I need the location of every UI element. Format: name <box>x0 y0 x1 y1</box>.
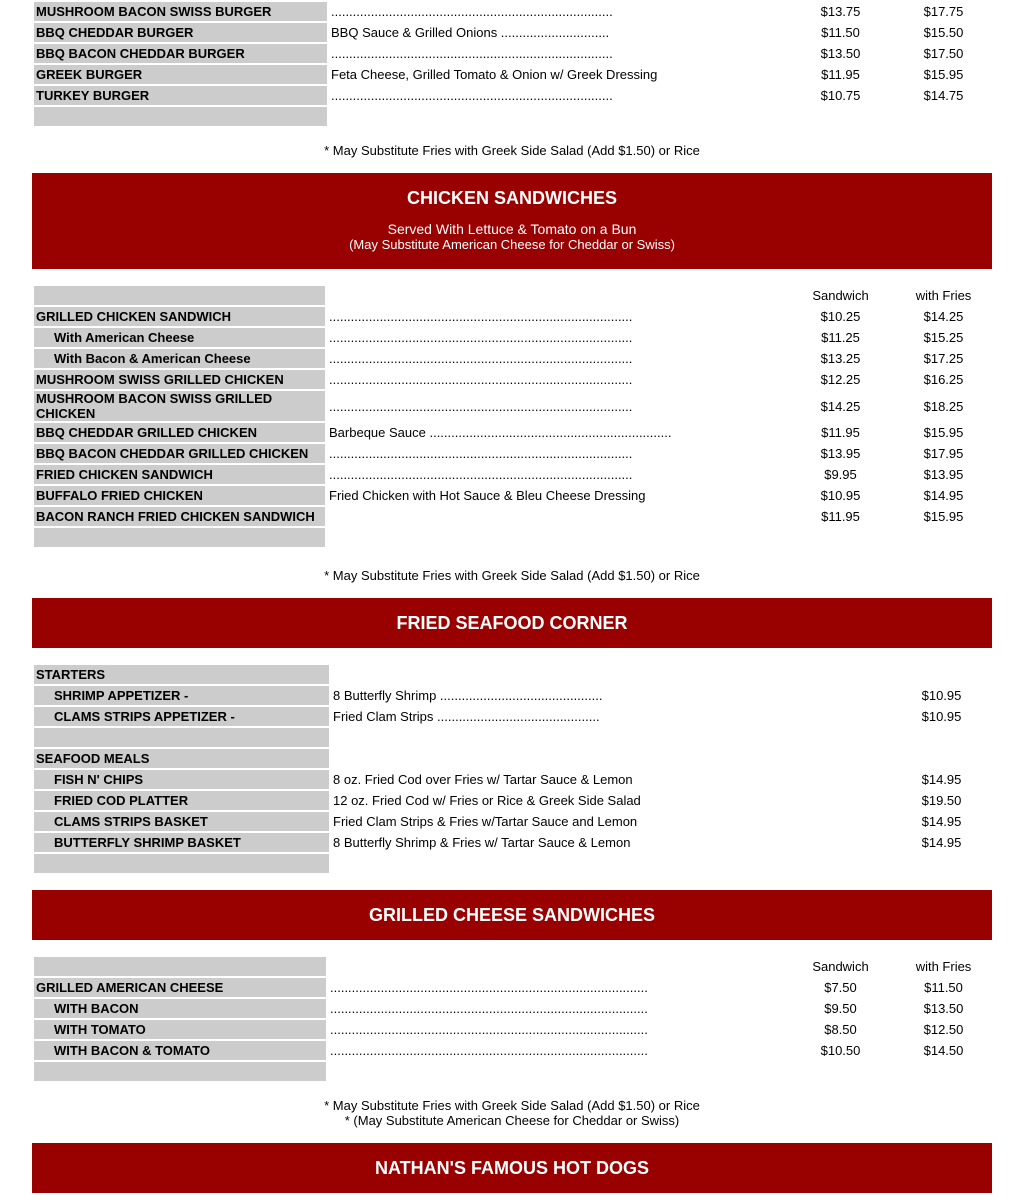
column-header-row <box>34 286 994 305</box>
item-price: $19.50 <box>921 793 962 808</box>
menu-row <box>34 391 994 421</box>
burger-substitution-note: * May Substitute Fries with Greek Side Salad (Add $1.50) or Rice <box>324 143 700 158</box>
item-name: MUSHROOM SWISS GRILLED CHICKEN <box>34 370 325 389</box>
seafood-menu-table <box>32 663 994 875</box>
column-header-row <box>34 957 994 976</box>
menu-row <box>34 999 994 1018</box>
sandwich-price: $12.25 <box>820 372 861 387</box>
menu-row <box>34 44 994 63</box>
menu-row <box>34 978 994 997</box>
item-name: GRILLED AMERICAN CHEESE <box>34 978 326 997</box>
sandwich-price: $10.50 <box>820 1043 861 1058</box>
spacer-cell <box>34 1062 326 1081</box>
fries-price: $16.25 <box>923 372 964 387</box>
item-desc <box>327 507 788 526</box>
spacer-row <box>34 1062 994 1081</box>
item-name: BUTTERFLY SHRIMP BASKET <box>34 833 329 852</box>
grilled-cheese-banner <box>32 890 992 940</box>
fries-price: $15.50 <box>923 25 964 40</box>
fries-price: $13.50 <box>923 1001 964 1016</box>
item-name: MUSHROOM BACON SWISS BURGER <box>34 2 327 21</box>
starters-label: STARTERS <box>34 665 329 684</box>
chicken-menu-table <box>32 284 996 549</box>
item-name: FRIED COD PLATTER <box>34 791 329 810</box>
fries-price: $14.50 <box>923 1043 964 1058</box>
sandwich-price: $8.50 <box>824 1022 857 1037</box>
sandwich-price: $11.25 <box>821 330 860 345</box>
menu-row <box>34 307 994 326</box>
burger-menu-table <box>32 0 996 128</box>
fries-price: $15.95 <box>923 425 964 440</box>
sandwich-price: $10.75 <box>820 88 861 103</box>
sandwich-price: $11.50 <box>821 25 860 40</box>
spacer-cell <box>34 107 327 126</box>
fries-price: $13.95 <box>923 467 964 482</box>
fries-price: $14.95 <box>923 488 964 503</box>
item-desc: Feta Cheese, Grilled Tomato & Onion w/ Greek Dressing <box>331 67 658 82</box>
item-name: TURKEY BURGER <box>34 86 327 105</box>
menu-row <box>34 486 994 505</box>
item-desc: .................................................................................... <box>329 467 633 482</box>
sandwich-price: $11.95 <box>821 425 860 440</box>
menu-row <box>34 349 994 368</box>
menu-row <box>34 444 994 463</box>
fries-price: $17.50 <box>923 46 964 61</box>
sandwich-price: $9.95 <box>824 467 857 482</box>
item-name: WITH TOMATO <box>34 1020 326 1039</box>
fries-price: $17.95 <box>923 446 964 461</box>
fries-price: $11.50 <box>924 980 963 995</box>
item-desc: ........................................................................................ <box>330 1022 648 1037</box>
item-name: CLAMS STRIPS APPETIZER - <box>34 707 329 726</box>
item-name: With Bacon & American Cheese <box>34 349 325 368</box>
item-desc: .............................................................................. <box>331 46 613 61</box>
grilled-cheese-menu-table <box>32 955 996 1083</box>
sandwich-price: $9.50 <box>824 1001 857 1016</box>
item-desc: .................................................................................... <box>329 351 633 366</box>
menu-row <box>34 65 994 84</box>
menu-row <box>34 465 994 484</box>
item-name: GREEK BURGER <box>34 65 327 84</box>
item-desc: .................................................................................... <box>329 446 633 461</box>
menu-row <box>34 770 992 789</box>
fries-price: $17.25 <box>923 351 964 366</box>
item-desc: .................................................................................... <box>329 330 633 345</box>
item-name: BBQ CHEDDAR GRILLED CHICKEN <box>34 423 325 442</box>
item-name: WITH BACON & TOMATO <box>34 1041 326 1060</box>
item-desc: .................................................................................... <box>329 309 633 324</box>
fries-price: $14.75 <box>923 88 964 103</box>
item-name: MUSHROOM BACON SWISS GRILLED CHICKEN <box>34 391 325 421</box>
fried-seafood-banner <box>32 598 992 648</box>
section-subtitle: Served With Lettuce & Tomato on a Bun <box>387 221 637 237</box>
item-name: With American Cheese <box>34 328 325 347</box>
item-desc: ........................................................................................ <box>330 1001 648 1016</box>
fries-price: $15.95 <box>923 67 964 82</box>
menu-row <box>34 1041 994 1060</box>
sandwich-column-header: Sandwich <box>812 959 869 974</box>
sandwich-price: $10.95 <box>820 488 861 503</box>
item-name: SHRIMP APPETIZER - <box>34 686 329 705</box>
menu-row <box>34 328 994 347</box>
menu-row <box>34 23 994 42</box>
item-desc: Barbeque Sauce ................................................................... <box>329 425 672 440</box>
item-desc: .............................................................................. <box>331 4 613 19</box>
sandwich-price: $10.25 <box>820 309 861 324</box>
item-price: $10.95 <box>921 709 962 724</box>
menu-row <box>34 423 994 442</box>
section-title: GRILLED CHEESE SANDWICHES <box>368 905 656 925</box>
category-row <box>34 665 992 684</box>
menu-row <box>34 86 994 105</box>
item-desc: .................................................................................... <box>329 398 633 414</box>
item-desc: 8 Butterfly Shrimp & Fries w/ Tartar Sauce & Lemon <box>333 835 631 850</box>
chicken-sandwiches-banner <box>32 173 992 269</box>
item-desc: Fried Clam Strips ............................................. <box>333 709 600 724</box>
item-name: FRIED CHICKEN SANDWICH <box>34 465 325 484</box>
fries-price: $12.50 <box>923 1022 964 1037</box>
menu-row <box>34 1020 994 1039</box>
item-name: FISH N' CHIPS <box>34 770 329 789</box>
fries-price: $17.75 <box>923 4 964 19</box>
menu-row <box>34 791 992 810</box>
sandwich-column-header: Sandwich <box>812 288 869 303</box>
sandwich-price: $11.95 <box>821 67 860 82</box>
fries-column-header: with Fries <box>915 288 972 303</box>
fries-column-header: with Fries <box>915 959 972 974</box>
menu-row <box>34 812 992 831</box>
item-desc: 8 Butterfly Shrimp ............................................. <box>333 688 603 703</box>
spacer-cell <box>34 854 329 873</box>
item-desc: Fried Chicken with Hot Sauce & Bleu Cheese Dressing <box>329 488 646 503</box>
item-price: $14.95 <box>921 772 962 787</box>
item-name: GRILLED CHICKEN SANDWICH <box>34 307 325 326</box>
item-name: WITH BACON <box>34 999 326 1018</box>
section-title: FRIED SEAFOOD CORNER <box>396 613 628 633</box>
section-title: NATHAN'S FAMOUS HOT DOGS <box>375 1158 649 1178</box>
item-name: BBQ BACON CHEDDAR GRILLED CHICKEN <box>34 444 325 463</box>
spacer-row <box>34 528 994 547</box>
menu-row <box>34 686 992 705</box>
item-name: BBQ CHEDDAR BURGER <box>34 23 327 42</box>
section-subtitle-note: (May Substitute American Cheese for Cheddar or Swiss) <box>349 237 675 252</box>
section-title: CHICKEN SANDWICHES <box>406 188 617 208</box>
sandwich-price: $13.25 <box>820 351 861 366</box>
menu-row <box>34 370 994 389</box>
sandwich-price: $7.50 <box>824 980 857 995</box>
fries-price: $18.25 <box>923 398 964 414</box>
fries-price: $15.95 <box>923 509 964 524</box>
sandwich-price: $13.75 <box>820 4 861 19</box>
item-desc: ........................................................................................ <box>330 980 648 995</box>
item-name: BACON RANCH FRIED CHICKEN SANDWICH <box>34 507 325 526</box>
hot-dogs-banner <box>32 1143 992 1193</box>
item-name: BUFFALO FRIED CHICKEN <box>34 486 325 505</box>
item-desc: Fried Clam Strips & Fries w/Tartar Sauce and Lemon <box>333 814 638 829</box>
menu-row <box>34 707 992 726</box>
sandwich-price: $13.95 <box>820 446 861 461</box>
fries-price: $15.25 <box>923 330 964 345</box>
item-desc: .............................................................................. <box>331 88 613 103</box>
item-name: BBQ BACON CHEDDAR BURGER <box>34 44 327 63</box>
spacer-cell <box>34 728 329 747</box>
chicken-substitution-note: * May Substitute Fries with Greek Side Salad (Add $1.50) or Rice <box>324 568 700 583</box>
sandwich-price: $11.95 <box>821 509 860 524</box>
item-price: $10.95 <box>921 688 962 703</box>
sandwich-price: $14.25 <box>820 398 861 414</box>
seafood-meals-label: SEAFOOD MEALS <box>34 749 329 768</box>
category-row <box>34 749 992 768</box>
item-desc: .................................................................................... <box>329 372 633 387</box>
menu-row <box>34 507 994 526</box>
item-desc: 8 oz. Fried Cod over Fries w/ Tartar Sauce & Lemon <box>333 772 633 787</box>
item-desc: BBQ Sauce & Grilled Onions .............................. <box>331 25 610 40</box>
item-price: $14.95 <box>921 814 962 829</box>
fries-price: $14.25 <box>923 309 964 324</box>
menu-row <box>34 833 992 852</box>
spacer-row <box>34 854 992 873</box>
header-spacer <box>34 286 325 305</box>
item-desc: 12 oz. Fried Cod w/ Fries or Rice & Greek Side Salad <box>333 793 641 808</box>
spacer-row <box>34 728 992 747</box>
spacer-cell <box>34 528 325 547</box>
header-spacer <box>34 957 326 976</box>
menu-row <box>34 2 994 21</box>
item-name: CLAMS STRIPS BASKET <box>34 812 329 831</box>
item-desc: ........................................................................................ <box>330 1043 648 1058</box>
sandwich-price: $13.50 <box>820 46 861 61</box>
grilled-cheese-cheese-note: * (May Substitute American Cheese for Cheddar or Swiss) <box>344 1113 680 1128</box>
grilled-cheese-substitution-note: * May Substitute Fries with Greek Side Salad (Add $1.50) or Rice <box>324 1098 700 1113</box>
spacer-row <box>34 107 994 126</box>
item-price: $14.95 <box>921 835 962 850</box>
